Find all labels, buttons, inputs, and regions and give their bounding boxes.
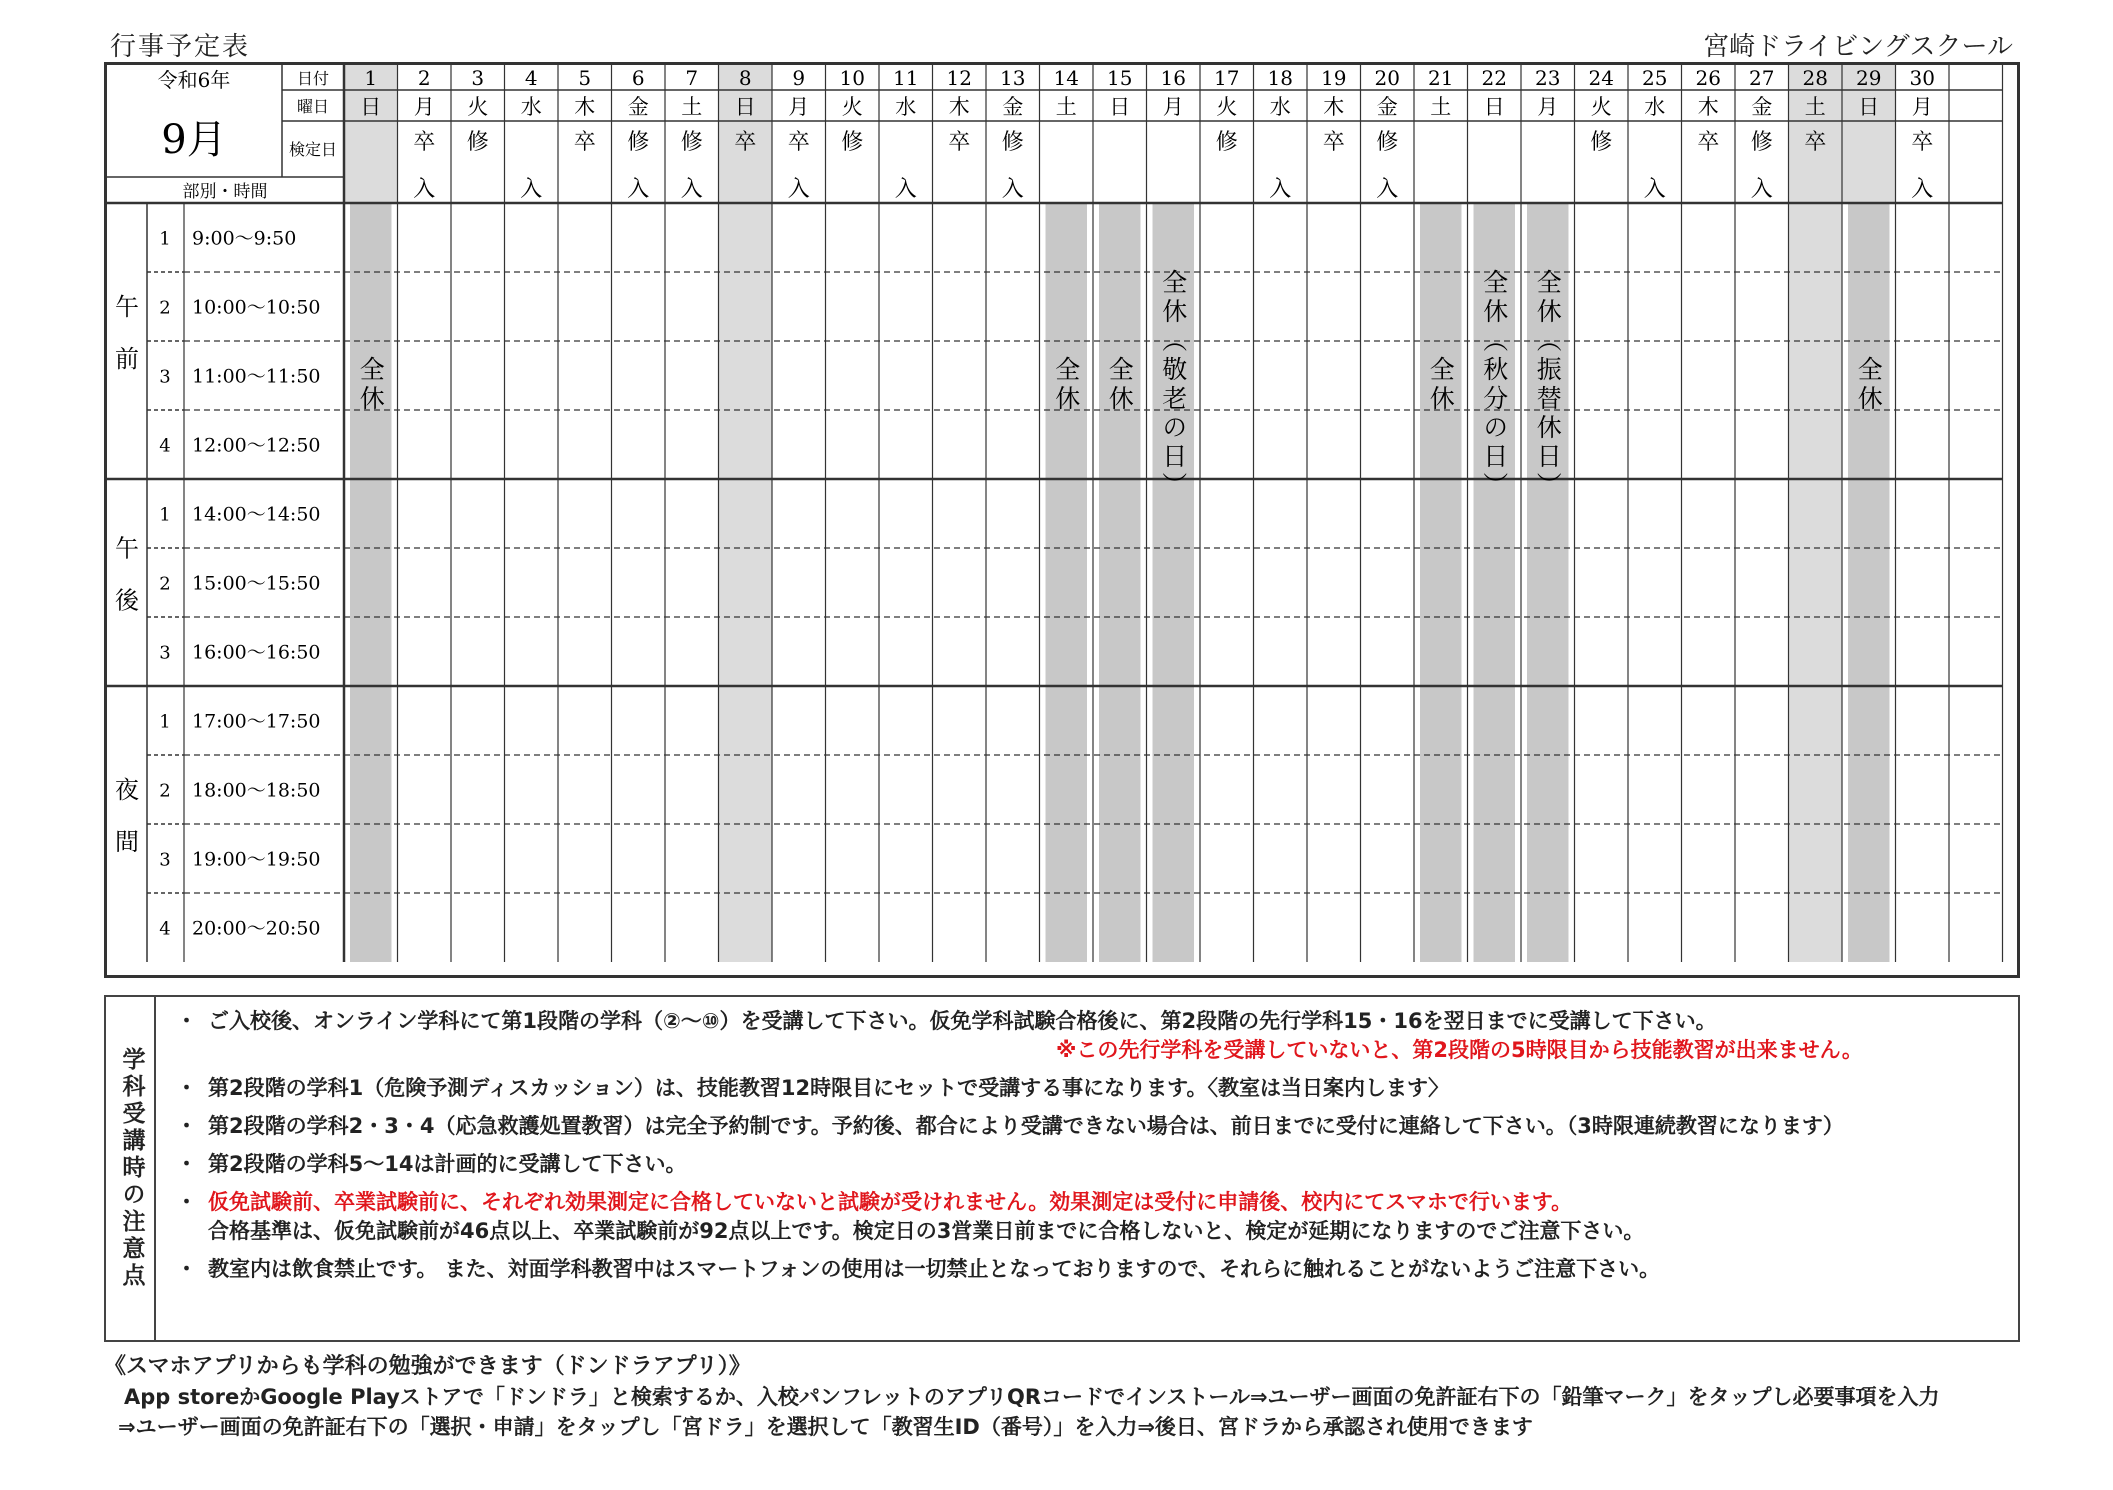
day-weekday: 水 — [895, 95, 917, 119]
day-weekday: 月 — [1537, 95, 1559, 119]
day-date: 25 — [1642, 66, 1668, 90]
day-date: 2 — [417, 66, 431, 90]
section-label: 後 — [115, 586, 139, 615]
day-date: 27 — [1749, 66, 1775, 90]
app-info — [104, 1352, 2024, 1442]
row-label-weekday: 曜日 — [296, 97, 330, 116]
period-number: 1 — [159, 504, 171, 526]
day-weekday: 日 — [1858, 95, 1880, 119]
exam-mark: 入 — [413, 177, 436, 202]
day-date: 4 — [524, 66, 538, 90]
exam-mark: 入 — [680, 177, 703, 202]
exam-mark: 入 — [1269, 177, 1292, 202]
section-label: 午 — [115, 534, 139, 563]
day-weekday: 日 — [1483, 95, 1505, 119]
day-weekday: 月 — [788, 95, 810, 119]
note-text: 仮免試験前、卒業試験前に、それぞれ効果測定に合格していないと試験が受けれません。効果測定は受付に申請後、校内にてスマホで行います。 — [208, 1190, 1573, 1214]
closed-day-shade — [350, 203, 392, 962]
sunday-column-shade — [719, 65, 773, 962]
closed-day-note: 全休（振替休日） — [1533, 269, 1563, 501]
day-date: 6 — [631, 66, 645, 90]
exam-mark: 入 — [894, 177, 917, 202]
section-label: 夜 — [115, 776, 139, 804]
note-item — [176, 1150, 2008, 1179]
exam-mark: 修 — [841, 130, 864, 155]
app-title: 《スマホアプリからも学科の勉強ができます（ドンドラアプリ）》 — [104, 1354, 751, 1379]
note-bullet: ・ — [176, 1009, 197, 1033]
exam-mark: 入 — [1001, 177, 1024, 202]
note-text: 第2段階の学科5〜14は計画的に受講して下さい。 — [208, 1152, 687, 1176]
day-date: 21 — [1428, 66, 1454, 90]
day-date: 19 — [1321, 66, 1347, 90]
period-time: 11:00〜11:50 — [192, 365, 321, 388]
period-number: 1 — [159, 228, 171, 250]
period-time: 15:00〜15:50 — [192, 572, 321, 595]
exam-mark: 入 — [1643, 177, 1666, 202]
period-number: 2 — [159, 780, 171, 802]
exam-mark: 修 — [1376, 130, 1399, 155]
day-date: 10 — [839, 66, 865, 90]
exam-mark: 修 — [627, 130, 650, 155]
note-bullet: ・ — [176, 1190, 197, 1214]
row-label-date: 日付 — [296, 69, 330, 88]
day-weekday: 木 — [948, 95, 970, 119]
day-weekday: 木 — [1697, 95, 1719, 119]
closed-day-note: 全休（秋分の日） — [1479, 269, 1509, 501]
day-date: 20 — [1374, 66, 1400, 90]
app-instructions-1: App storeかGoogle Playストアで「ドンドラ」と検索するか、入校パンフレットのアプリQRコードでインストール⇒ユーザー画面の免許証右下の「鉛筆マーク」をタップし必要事項を入力 — [124, 1385, 1940, 1409]
day-weekday: 日 — [360, 95, 382, 119]
exam-mark: 入 — [520, 177, 543, 202]
notes-panel — [104, 995, 2020, 1342]
calendar-year: 令和6年 — [157, 68, 231, 92]
school-name: 宮崎ドライビングスクール — [1703, 32, 2013, 62]
exam-mark: 修 — [1001, 130, 1024, 155]
exam-mark: 入 — [1750, 177, 1773, 202]
exam-mark: 卒 — [1911, 130, 1934, 155]
day-date: 3 — [471, 66, 485, 90]
period-time: 20:00〜20:50 — [192, 917, 321, 940]
period-number: 3 — [159, 642, 171, 664]
period-number: 1 — [159, 711, 171, 733]
period-number: 2 — [159, 297, 171, 319]
day-weekday: 金 — [627, 95, 649, 119]
day-date: 29 — [1856, 66, 1882, 90]
closed-day-shade — [1848, 203, 1890, 962]
day-weekday: 水 — [1269, 95, 1291, 119]
day-date: 28 — [1802, 66, 1828, 90]
day-date: 30 — [1909, 66, 1935, 90]
period-time: 19:00〜19:50 — [192, 848, 321, 871]
note-bullet: ・ — [176, 1152, 197, 1176]
day-weekday: 土 — [1055, 95, 1077, 119]
day-date: 13 — [1000, 66, 1026, 90]
closed-day-note: 全休 — [356, 356, 386, 414]
period-time: 10:00〜10:50 — [192, 296, 321, 319]
exam-mark: 修 — [680, 130, 703, 155]
closed-day-note: 全休 — [1051, 356, 1081, 414]
period-number: 4 — [159, 435, 171, 457]
section-label: 午 — [115, 293, 139, 321]
day-weekday: 日 — [734, 95, 756, 119]
day-weekday: 土 — [1804, 95, 1826, 119]
note-item — [176, 1188, 2008, 1217]
day-weekday: 月 — [413, 95, 435, 119]
day-date: 7 — [685, 66, 699, 90]
day-weekday: 金 — [1751, 95, 1773, 119]
note-continuation: ※この先行学科を受講していないと、第2段階の5時限目から技能教習が出来ません。 — [1056, 1038, 1863, 1062]
day-weekday: 火 — [1590, 95, 1612, 119]
note-item — [176, 1255, 2008, 1284]
note-text: 第2段階の学科2・3・4（応急救護処置教習）は完全予約制です。予約後、都合により受講できない場合は、前日までに受付に連絡して下さい。（3時限連続教習になります） — [208, 1114, 1844, 1138]
period-number: 3 — [159, 366, 171, 388]
exam-mark: 修 — [466, 130, 489, 155]
note-bullet: ・ — [176, 1257, 197, 1281]
exam-mark: 卒 — [948, 130, 971, 155]
section-label: 前 — [115, 345, 139, 373]
day-weekday: 木 — [1323, 95, 1345, 119]
period-number: 4 — [159, 918, 171, 940]
exam-mark: 入 — [1376, 177, 1399, 202]
day-weekday: 火 — [841, 95, 863, 119]
day-date: 23 — [1535, 66, 1561, 90]
exam-mark: 修 — [1215, 130, 1238, 155]
day-weekday: 土 — [1430, 95, 1452, 119]
closed-day-note: 全休 — [1105, 356, 1135, 414]
exam-mark: 卒 — [573, 130, 596, 155]
day-weekday: 日 — [1109, 95, 1131, 119]
exam-mark: 入 — [627, 177, 650, 202]
day-date: 12 — [946, 66, 972, 90]
day-date: 26 — [1695, 66, 1721, 90]
day-date: 15 — [1107, 66, 1133, 90]
exam-mark: 修 — [1750, 130, 1773, 155]
exam-mark: 卒 — [787, 130, 810, 155]
notes-list — [176, 1007, 2008, 1293]
day-weekday: 月 — [1162, 95, 1184, 119]
exam-mark: 卒 — [1697, 130, 1720, 155]
note-item — [176, 1112, 2008, 1141]
period-time: 14:00〜14:50 — [192, 503, 321, 526]
period-time: 18:00〜18:50 — [192, 779, 321, 802]
exam-mark: 卒 — [1322, 130, 1345, 155]
closed-day-shade — [1099, 203, 1141, 962]
exam-mark: 卒 — [734, 130, 757, 155]
day-weekday: 月 — [1911, 95, 1933, 119]
notes-title: 学科受講時の注意点 — [110, 997, 156, 1340]
closed-day-note: 全休（敬老の日） — [1158, 269, 1188, 501]
day-date: 22 — [1481, 66, 1507, 90]
row-label-exam: 検定日 — [288, 140, 338, 159]
closed-day-shade — [1046, 203, 1088, 962]
period-time: 12:00〜12:50 — [192, 434, 321, 457]
day-date: 9 — [792, 66, 806, 90]
app-instructions-2: ⇒ユーザー画面の免許証右下の「選択・申請」をタップし「宮ドラ」を選択して「教習生ID（番号）」を入力⇒後日、宮ドラから承認され使用できます — [118, 1415, 1533, 1439]
day-weekday: 木 — [574, 95, 596, 119]
day-date: 16 — [1160, 66, 1186, 90]
period-number: 2 — [159, 573, 171, 595]
day-weekday: 土 — [681, 95, 703, 119]
closed-day-note: 全休 — [1854, 356, 1884, 414]
note-item — [176, 1007, 2008, 1036]
period-time: 17:00〜17:50 — [192, 710, 321, 733]
day-weekday: 火 — [1216, 95, 1238, 119]
day-weekday: 金 — [1002, 95, 1024, 119]
period-time: 9:00〜9:50 — [192, 227, 297, 250]
note-continuation: 合格基準は、仮免試験前が46点以上、卒業試験前が92点以上です。検定日の3営業日前までに合格しないと、検定が延期になりますのでご注意下さい。 — [208, 1219, 1645, 1243]
sunday-column-shade — [1789, 65, 1843, 962]
day-weekday: 火 — [467, 95, 489, 119]
note-text: 第2段階の学科1（危険予測ディスカッション）は、技能教習12時限目にセットで受講する事になります。〈教室は当日案内します〉 — [208, 1076, 1449, 1100]
exam-mark: 入 — [1911, 177, 1934, 202]
note-item — [176, 1074, 2008, 1103]
day-weekday: 水 — [1644, 95, 1666, 119]
day-date: 11 — [893, 66, 919, 90]
note-bullet: ・ — [176, 1114, 197, 1138]
day-date: 5 — [578, 66, 592, 90]
day-date: 1 — [364, 66, 378, 90]
note-text: 教室内は飲食禁止です。 また、対面学科教習中はスマートフォンの使用は一切禁止となっておりますので、それらに触れることがないようご注意下さい。 — [208, 1257, 1661, 1281]
day-date: 18 — [1267, 66, 1293, 90]
closed-day-note: 全休 — [1426, 356, 1456, 414]
note-bullet: ・ — [176, 1076, 197, 1100]
day-date: 17 — [1214, 66, 1240, 90]
period-number: 3 — [159, 849, 171, 871]
page-title: 行事予定表 — [110, 32, 251, 62]
note-text: ご入校後、オンライン学科にて第1段階の学科（②〜⑩）を受講して下さい。仮免学科試験合格後に、第2段階の先行学科15・16を翌日までに受講して下さい。 — [208, 1009, 1717, 1033]
day-date: 14 — [1053, 66, 1079, 90]
day-weekday: 金 — [1376, 95, 1398, 119]
day-weekday: 水 — [520, 95, 542, 119]
day-date: 8 — [738, 66, 752, 90]
exam-mark: 卒 — [1804, 130, 1827, 155]
day-date: 24 — [1588, 66, 1614, 90]
calendar-month: 9月 — [161, 117, 227, 163]
schedule-calendar — [104, 62, 2020, 978]
period-time: 16:00〜16:50 — [192, 641, 321, 664]
closed-day-shade — [1420, 203, 1462, 962]
calendar-grid — [107, 65, 2017, 975]
row-label-section: 部別・時間 — [182, 182, 268, 202]
section-label: 間 — [115, 828, 139, 856]
exam-mark: 修 — [1590, 130, 1613, 155]
exam-mark: 卒 — [413, 130, 436, 155]
exam-mark: 入 — [787, 177, 810, 202]
